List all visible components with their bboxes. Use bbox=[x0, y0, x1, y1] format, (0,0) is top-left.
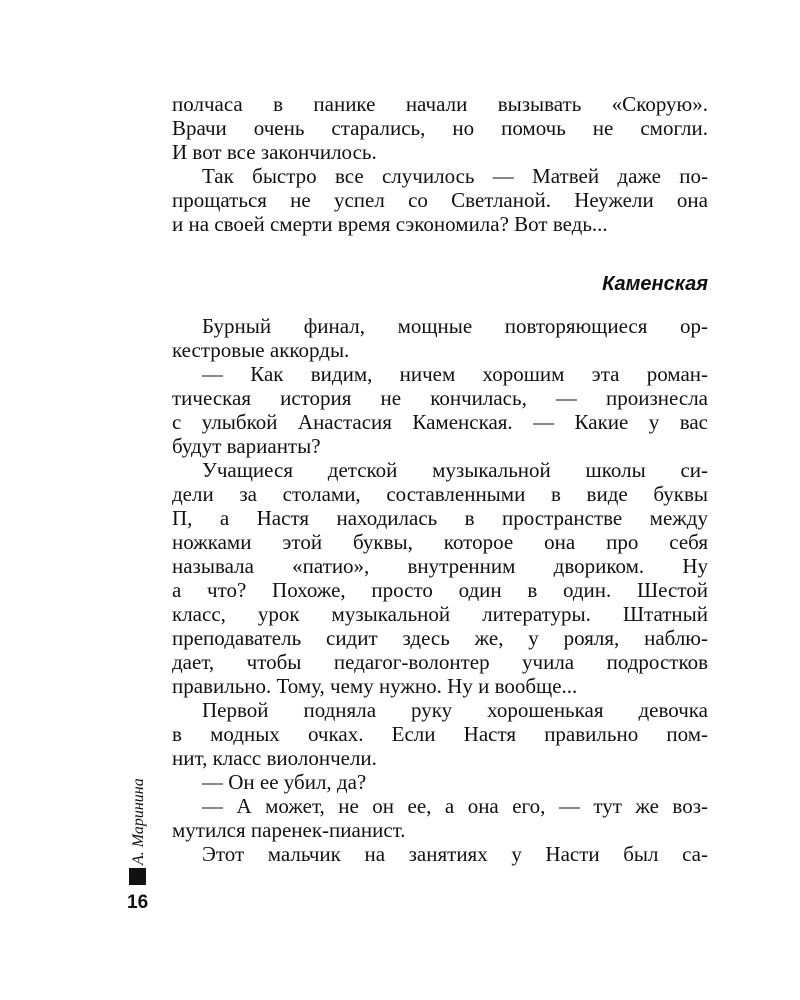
text-line: дели за столами, составленными в виде буквы bbox=[172, 482, 708, 506]
text-line: Врачи очень старались, но помочь не смогли. bbox=[172, 116, 708, 140]
text-line: а что? Похоже, просто один в один. Шестой bbox=[172, 578, 708, 602]
text-line: прощаться не успел со Светланой. Неужели она bbox=[172, 188, 708, 212]
text-line: в модных очках. Если Настя правильно пом- bbox=[172, 722, 708, 746]
text-line: нит, класс виолончели. bbox=[172, 746, 377, 770]
text-line: Учащиеся детской музыкальной школы си- bbox=[202, 458, 708, 482]
main-paragraphs bbox=[172, 314, 708, 866]
text-line: ножками этой буквы, которое она про себя bbox=[172, 530, 708, 554]
text-line: преподаватель сидит здесь же, у рояля, наблю- bbox=[172, 626, 708, 650]
text-line: — Он ее убил, да? bbox=[202, 770, 367, 794]
text-line: класс, урок музыкальной литературы. Штатный bbox=[172, 602, 708, 626]
text-line: — А может, не он ее, а она его, — тут же воз- bbox=[202, 794, 708, 818]
top-paragraphs bbox=[172, 92, 708, 236]
square-marker-icon bbox=[129, 868, 146, 885]
text-line: И вот все закончилось. bbox=[172, 140, 377, 164]
text-line: — Как видим, ничем хорошим эта роман- bbox=[202, 362, 708, 386]
text-line: дает, чтобы педагог-волонтер учила подростков bbox=[172, 650, 708, 674]
text-line: и на своей смерти время сэкономила? Вот ведь... bbox=[172, 212, 608, 236]
section-heading: Каменская bbox=[602, 273, 708, 295]
text-line: называла «патио», внутренним двориком. Ну bbox=[172, 554, 708, 578]
page-number: 16 bbox=[127, 892, 149, 913]
text-line: будут варианты? bbox=[172, 434, 321, 458]
text-line: Этот мальчик на занятиях у Насти был са- bbox=[202, 842, 708, 866]
text-line: правильно. Тому, чему нужно. Ну и вообще... bbox=[172, 674, 578, 698]
text-line: полчаса в панике начали вызывать «Скорую». bbox=[172, 92, 708, 116]
text-line: П, а Настя находилась в пространстве между bbox=[172, 506, 708, 530]
author-name: А. Маринина bbox=[130, 778, 147, 866]
text-line: с улыбкой Анастасия Каменская. — Какие у вас bbox=[172, 410, 708, 434]
text-line: мутился паренек-пианист. bbox=[172, 818, 406, 842]
running-head bbox=[127, 767, 151, 877]
text-line: Так быстро все случилось — Матвей даже по- bbox=[202, 164, 708, 188]
text-line: Первой подняла руку хорошенькая девочка bbox=[202, 698, 708, 722]
text-line: Бурный финал, мощные повторяющиеся ор- bbox=[202, 314, 708, 338]
text-line: кестровые аккорды. bbox=[172, 338, 350, 362]
text-line: тическая история не кончилась, — произнесла bbox=[172, 386, 708, 410]
